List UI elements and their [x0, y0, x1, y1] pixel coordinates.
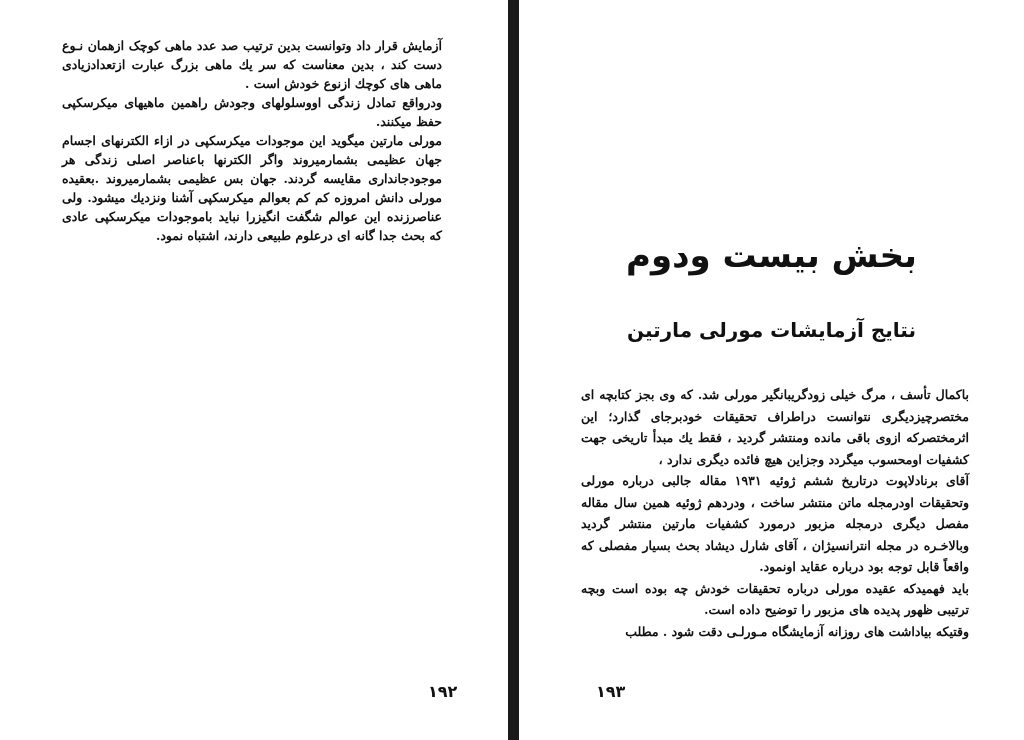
book-spine: [508, 0, 519, 740]
page-number: ۱۹۳: [596, 682, 626, 701]
left-page: [0, 0, 508, 740]
chapter-subtitle: نتایج آزمایشات مورلی مارتین: [627, 318, 916, 342]
paragraph: آقای برنادلاپوت درتاریخ ششم ژوئیه ۱۹۳۱ مقاله جالبی درباره مورلی وتحقیقات اودرمجله ماتن منتشر ساخت ، ودردهم ژوئیه همین سال مقاله مفصل دیگری درمجله مزبور درمورد کشفیات مارتین منتشر گردید وبالاخـره در مجله انترانسیژان ، آقای شارل دیشاد بحث بسیار مفصلی که واقعاً قابل توجه بود درباره عقاید اونمود.: [581, 473, 969, 574]
left-page-text: [62, 36, 442, 245]
page-number: ۱۹۲: [428, 682, 458, 701]
chapter-heading: بخش بیست ودوم: [626, 236, 917, 276]
paragraph: وقتیکه بیاداشت های روزانه آزمایشگاه مـورلـی دقت شود . مطلب: [625, 623, 969, 639]
paragraph: آزمایش قرار داد وتوانست بدین ترتیب صد عدد ماهی کوچک ازهمان نـوع دست کند ، بدین معناست که سر یك ماهی بزرگ عبارت ازتعدادزیادی ماهی های کوچك ازنوع خودش است .: [62, 38, 442, 91]
right-page: [519, 0, 1024, 740]
paragraph: باید فهمیدکه عقیده مورلی درباره تحقیقات خودش چه بوده است وبچه ترتیبی ظهور پدیده های مزبور را توضیح داده است.: [581, 580, 969, 617]
paragraph: باکمال تأسف ، مرگ خیلی زودگریبانگیر مورلی شد. که وی بجز کتابچه ای مختصرچیزدیگری نتوانست دراطراف تحقیقات خودبرجای گذارد؛ این اثرمختصرکه ازوی باقی مانده ومنتشر گردید ، فقط یك مبدأ تاریخی جهت کشفیات اومحسوب میگردد وجزاین هیچ فائده دیگری ندارد ،: [581, 387, 969, 467]
right-page-text: [581, 384, 969, 642]
paragraph: مورلی مارتین میگوید این موجودات میکرسکپی در ازاء الکترنهای اجسام جهان عظیمی بشمارمیروند واگر الکترنها باعناصر اصلی زندگی هر موجودجانداری مقایسه گردند. جهان بس عظیمی بشمارمیروند .بعقیده مورلی دانش امروزه کم کم بعوالم میکرسکپی آشنا ونزدیك میشود. ولی عناصرزنده این عوالم شگفت انگیزرا نباید باموجودات میکرسکپی عادی که بحث جدا گانه ای درعلوم طبیعی دارند، اشتباه نمود.: [62, 133, 442, 243]
paragraph: ودرواقع تمادل زندگی اووسلولهای وجودش راهمین ماهیهای میکرسکپی حفظ میکنند.: [62, 95, 442, 129]
